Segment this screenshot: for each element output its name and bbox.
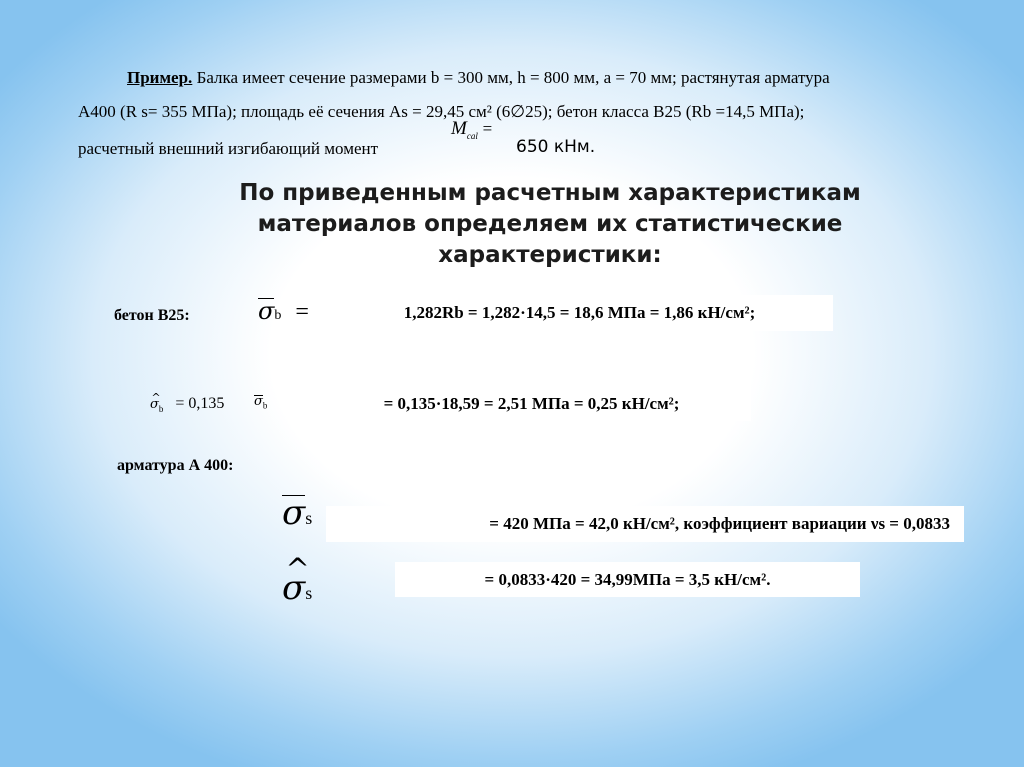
sigma-bar-b-ref: σ: [254, 394, 263, 409]
moment-subscript: cal: [466, 130, 478, 141]
rebar-std-subscript: s: [305, 583, 313, 603]
concrete-std-symbol: [150, 395, 224, 414]
intro-line-1: [127, 67, 830, 88]
heading-line-2: материалов определяем их статистические: [257, 211, 843, 237]
example-label: Пример.: [127, 68, 193, 87]
concrete-std-box: [312, 386, 751, 421]
concrete-label: бетон В25:: [114, 307, 190, 324]
moment-symbol: [451, 118, 492, 141]
heading-line-1: По приведенным расчетным характеристикам: [239, 180, 861, 206]
intro-line-1-text: Балка имеет сечение размерами b = 300 мм, h = 800 мм, a = 70 мм; растянутая арматура: [192, 68, 830, 87]
sigma-hat-s: ^ σ: [282, 568, 305, 608]
rebar-std-symbol: [282, 568, 312, 608]
concrete-std-coefficient: = 0,135: [175, 395, 225, 412]
rebar-std-box: [395, 562, 860, 597]
section-heading: [200, 178, 900, 271]
heading-line-3: характеристики:: [438, 242, 662, 268]
rebar-mean-formula: = 420 МПа = 42,0 кН/см², коэффициент вариации νs = 0,0833: [489, 514, 950, 533]
concrete-mean-formula: 1,282Rb = 1,282·14,5 = 18,6 МПа = 1,86 кН/см²;: [403, 303, 756, 322]
sigma-bar-b: σ: [258, 297, 275, 325]
rebar-mean-box: [326, 506, 964, 542]
concrete-std-formula: = 0,135·18,59 = 2,51 МПа = 0,25 кН/см²;: [383, 393, 680, 413]
intro-line-3: расчетный внешний изгибающий момент: [78, 139, 379, 158]
concrete-std-ref-subscript: b: [262, 400, 268, 411]
moment-letter: M: [451, 118, 467, 139]
rebar-mean-symbol: [282, 493, 312, 533]
concrete-std-ref: [254, 393, 267, 411]
concrete-mean-equals: =: [295, 299, 309, 325]
rebar-label: арматура А 400:: [117, 457, 234, 474]
concrete-std-subscript: b: [158, 404, 164, 415]
moment-equals: =: [482, 119, 493, 138]
concrete-mean-subscript: b: [274, 308, 282, 323]
concrete-mean-symbol: [258, 297, 309, 326]
rebar-mean-subscript: s: [305, 508, 313, 528]
concrete-mean-box: [326, 295, 833, 331]
intro-line-2: А400 (R s= 355 МПа); площадь её сечения As = 29,45 см² (6∅25); бетон класса В25 (Rb =14,5 МПа);: [78, 102, 805, 121]
sigma-bar-s: σ: [282, 493, 306, 533]
rebar-std-formula: = 0,0833·420 = 34,99МПа = 3,5 кН/см².: [484, 569, 771, 589]
moment-value: 650 кНм.: [516, 137, 596, 157]
sigma-hat-b: ^ σ: [150, 397, 159, 412]
